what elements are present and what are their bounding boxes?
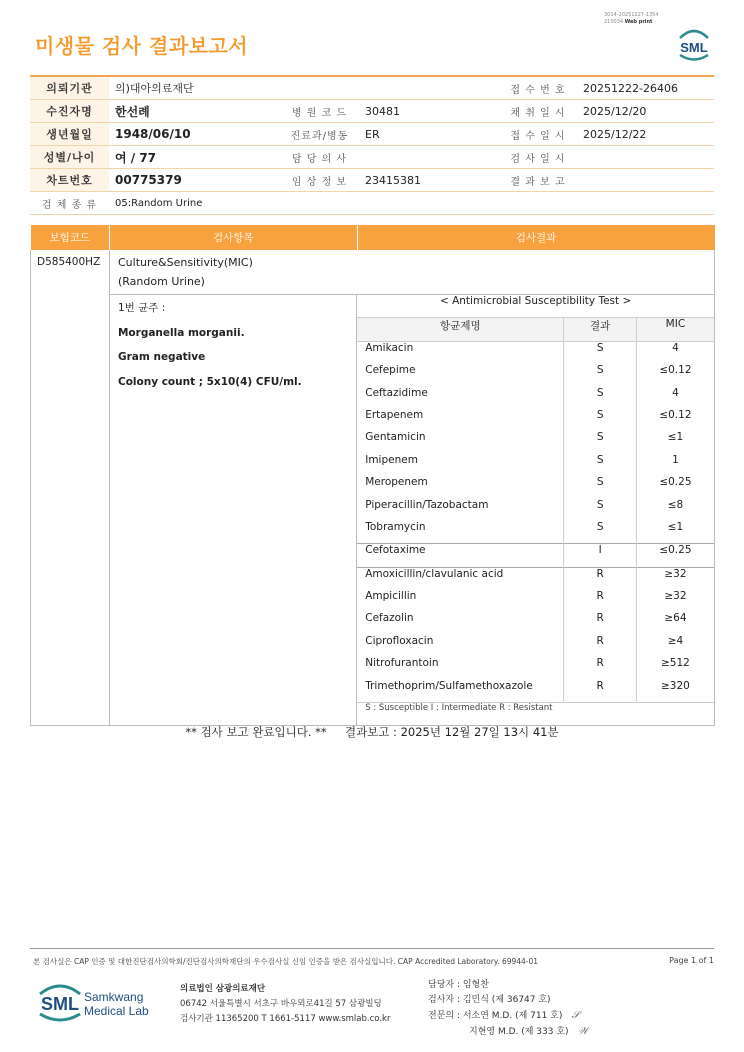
ast-mic: 4 (672, 386, 679, 399)
specimen-label: 검 체 종 류 (30, 192, 109, 215)
ast-drug: Cefotaxime (357, 544, 564, 567)
print-id: 3014-20251227-1354 (604, 12, 659, 18)
org-name: 의료법인 삼광의료재단 (180, 984, 266, 994)
sex-age-value: 여 / 77 (109, 146, 280, 169)
hospital-code-value: 30481 (359, 100, 499, 123)
ast-result: S (564, 387, 636, 409)
signature-icon: 𝒮 (565, 1010, 580, 1021)
ast-mic: ≥32 (636, 567, 714, 590)
ast-title: < Antimicrobial Susceptibility Test > (357, 295, 714, 318)
ast-mic: ≤0.25 (659, 476, 692, 489)
signature-icon: 𝒲 (571, 1026, 589, 1037)
ast-drug: Cefepime (357, 364, 564, 386)
print-info (604, 12, 659, 26)
gram-stain: Gram negative (117, 351, 206, 363)
ast-row (357, 454, 714, 476)
report-value (577, 169, 714, 192)
ast-row (357, 590, 714, 612)
clinical-value: 23415381 (359, 169, 499, 192)
staff3-name: 서소연 M.D. (제 711 호) (462, 1011, 563, 1021)
dob-label: 생년월일 (30, 123, 109, 146)
organism-header: 1번 균주 : (117, 302, 166, 314)
ast-mic: ≤0.12 (659, 408, 692, 421)
ast-result: R (564, 567, 636, 590)
samkwang-logo-icon (36, 980, 154, 1026)
ast-result: R (564, 612, 636, 634)
ast-row (357, 567, 714, 590)
col-result-header: 검사결과 (357, 225, 714, 250)
receipt-no-label: 접 수 번 호 (499, 76, 577, 100)
ast-mic: ≤0.25 (636, 544, 714, 567)
doctor-label: 담 당 의 사 (280, 146, 359, 169)
sex-age-label: 성별/나이 (30, 146, 109, 169)
test-date-value (577, 146, 714, 169)
ast-table (357, 295, 714, 725)
patient-value: 한선례 (109, 100, 280, 123)
chart-value: 00775379 (109, 169, 280, 192)
ast-result: S (564, 521, 636, 544)
staff3-label: 전문의 : (428, 1011, 460, 1021)
ast-result: S (564, 476, 636, 498)
ast-col-mic: MIC (636, 318, 714, 341)
ast-mic: ≥320 (661, 679, 690, 692)
staff1-name: 임형찬 (462, 980, 489, 990)
completion-line (0, 724, 744, 740)
ast-drug: Piperacillin/Tazobactam (357, 499, 564, 521)
ast-result: I (564, 544, 636, 567)
ast-row (357, 544, 714, 567)
patient-label: 수진자명 (30, 100, 109, 123)
receipt-date-value: 2025/12/22 (577, 123, 714, 146)
ast-result: R (564, 590, 636, 612)
address: 06742 서울특별시 서초구 바우뫼로41길 57 삼광빌딩 (180, 999, 382, 1009)
ast-result: S (564, 341, 636, 364)
dept-label: 진료과/병동 (280, 123, 359, 146)
ast-drug: Meropenem (357, 476, 564, 498)
ast-row (357, 657, 714, 679)
ast-mic: ≤1 (667, 431, 684, 444)
ast-drug: Ciprofloxacin (357, 635, 564, 657)
staff2-label: 검사자 : (428, 995, 460, 1005)
ast-row (357, 521, 714, 544)
ast-drug: Ertapenem (357, 409, 564, 431)
specimen-value: 05:Random Urine (109, 192, 714, 215)
ast-mic: 4 (672, 341, 679, 354)
sml-logo-icon (674, 26, 714, 62)
ast-mic: ≥512 (661, 657, 690, 670)
ast-result: S (564, 409, 636, 431)
ast-row (357, 341, 714, 364)
organism-name: Morganella morganii. (117, 326, 245, 339)
test-item (109, 250, 714, 295)
ast-mic: ≥32 (664, 590, 687, 603)
ast-drug: Gentamicin (357, 431, 564, 453)
ast-panel (357, 295, 714, 725)
svg-text:Medical Lab: Medical Lab (84, 1004, 149, 1018)
ast-row (357, 364, 714, 386)
doctor-value (359, 146, 499, 169)
ast-result: R (564, 657, 636, 679)
receipt-no-value: 20251222-26406 (577, 76, 714, 100)
svg-text:SML: SML (41, 994, 79, 1014)
collect-date-value: 2025/12/20 (577, 100, 714, 123)
ast-row (357, 409, 714, 431)
ast-result: R (564, 635, 636, 657)
footer-divider (30, 948, 714, 949)
ast-drug: Nitrofurantoin (357, 657, 564, 679)
ast-mic: ≤0.12 (659, 364, 692, 377)
staff-list (428, 978, 588, 1040)
ast-mic: ≤8 (667, 498, 684, 511)
org-address (180, 982, 390, 1027)
ast-legend: S : Susceptible I : Intermediate R : Resistant (357, 703, 714, 726)
test-item-specimen: (Random Urine) (117, 275, 205, 288)
staff2-name: 김민식 (제 36747 호) (462, 995, 551, 1005)
ast-result: S (564, 364, 636, 386)
organism-info (110, 295, 357, 725)
staff1-label: 담당자 : (428, 980, 460, 990)
ast-row (357, 476, 714, 498)
ast-row (357, 499, 714, 521)
col-code-header: 보험코드 (31, 225, 110, 250)
ast-drug: Amoxicillin/clavulanic acid (357, 567, 564, 590)
report-label: 결 과 보 고 (499, 169, 577, 192)
ast-col-drug: 항균제명 (357, 318, 564, 341)
page-title: 미생물 검사 결과보고서 (35, 34, 249, 58)
patient-info-table (30, 75, 714, 215)
dept-value: ER (359, 123, 499, 146)
ast-mic: 1 (672, 453, 679, 466)
print-label: Web print (624, 19, 653, 25)
institution-label: 의뢰기관 (30, 76, 109, 100)
svg-text:SML: SML (680, 40, 708, 55)
insurance-code: D585400HZ (31, 250, 110, 726)
ast-drug: Trimethoprim/Sulfamethoxazole (357, 680, 564, 703)
ast-col-result: 결과 (564, 318, 636, 341)
ast-row (357, 612, 714, 634)
ast-drug: Tobramycin (357, 521, 564, 544)
print-code: 210034 (604, 19, 624, 25)
col-item-header: 검사항목 (109, 225, 357, 250)
ast-drug: Ampicillin (357, 590, 564, 612)
hospital-code-label: 병 원 코 드 (280, 100, 359, 123)
organism-section (109, 295, 714, 726)
receipt-date-label: 접 수 일 시 (499, 123, 577, 146)
report-time: 결과보고 : 2025년 12월 27일 13시 41분 (344, 725, 559, 739)
staff4-name: 지현영 M.D. (제 333 호) (469, 1027, 569, 1037)
ast-mic: ≥64 (664, 612, 687, 625)
test-date-label: 검 사 일 시 (499, 146, 577, 169)
ast-result: S (564, 499, 636, 521)
result-table (30, 225, 715, 726)
ast-row (357, 680, 714, 703)
test-item-name: Culture&Sensitivity(MIC) (117, 256, 253, 269)
completion-text: ** 검사 보고 완료입니다. ** (185, 725, 327, 739)
chart-label: 차트번호 (30, 169, 109, 192)
ast-mic: ≤1 (667, 520, 684, 533)
ast-row (357, 387, 714, 409)
ast-drug: Ceftazidime (357, 387, 564, 409)
accreditation-note: 본 검사실은 CAP 인증 및 대한진단검사의학회/진단검사의학재단의 우수검사실 신임 인증을 받은 검사실입니다. CAP Accredited Laboratory. 69944-01 (33, 957, 539, 966)
ast-result: S (564, 431, 636, 453)
ast-result: R (564, 680, 636, 703)
collect-date-label: 채 취 일 시 (499, 100, 577, 123)
ast-drug: Imipenem (357, 454, 564, 476)
ast-mic: ≥4 (667, 634, 684, 647)
ast-drug: Cefazolin (357, 612, 564, 634)
clinical-label: 임 상 정 보 (280, 169, 359, 192)
colony-count: Colony count ; 5x10(4) CFU/ml. (117, 375, 302, 388)
ast-row (357, 635, 714, 657)
dob-value: 1948/06/10 (109, 123, 280, 146)
ast-drug: Amikacin (357, 341, 564, 364)
institution-value: 의)대아의료재단 (109, 76, 499, 100)
ast-row (357, 431, 714, 453)
svg-text:Samkwang: Samkwang (84, 990, 144, 1004)
contact: 검사기관 11365200 T 1661-5117 www.smlab.co.kr (180, 1014, 391, 1024)
page-number: Page 1 of 1 (669, 956, 714, 965)
ast-result: S (564, 454, 636, 476)
